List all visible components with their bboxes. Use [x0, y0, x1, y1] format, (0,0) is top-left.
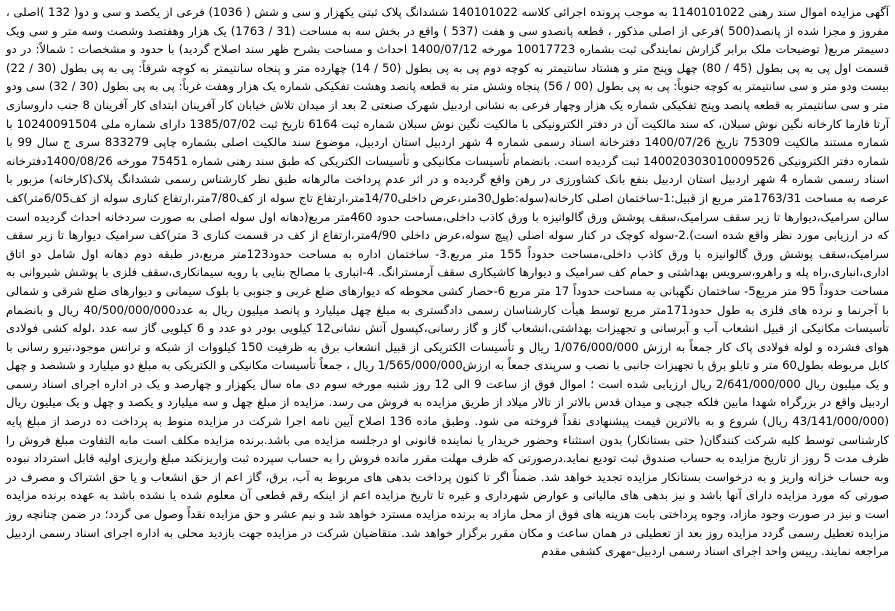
- auction-notice-text: آگهی مزایده اموال سند رهنی 1140101022 به موجب پرونده اجرائی کلاسه 140101022 ششدانگ پلاک ثبتی یکهزار و سی و شش ( 1036) فرعی از یکصد و سی و دو( 132 )اصلی ، مفروز و مجزا شده از پانصد(500 )فرعی از اصلی مذکور ، قطعه پانصدو سی و هفت (537 ) واقع در بخش سه به مساحت (31 / 1763) یک هزار وهفتصد وشصت وسه متر و سی ویک دسیمتر مربع( توضیحات ملک برابر گزارش نمایندگی ثبت بشماره 10017723 مورخه 1400/07/12 احداث و مساحت بشرح ظهر سند اصلاح گردید) با حدود و مشخصات : شمالاً: در دو قسمت اول پی به پی بطول (45 / 80) چهل وپنج متر و هشتاد سانتیمتر به کوچه دوم پی به پی بطول (50 / 14) چهارده متر و پنجاه سانتیمتر به کوچه شرقاً: پی به پی بطول (30 / 22) بیست ودو متر و سی سانتیمتر به کوچه جنوباً: پی به پی بطول (00 / 56) پنجاه وشش متر به قطعه پانصد وهشت تفکیکی شماره یک هزار وهفت غرباً: پی به پی بطول (30 / 32) سی ودو متر و سی سانتیمتر به قطعه پانصد وپنج تفکیکی شماره یک هزار وچهار فرعی به نشانی اردبیل شهرک صنعتی 2 بعد از میدان تلاش خیابان کار آفرینان ابتدای کار آفرینان 8 جنب داروسازی آرتا فارما کارخانه نگین نوش سبلان، که سند مالکیت آن در دفتر الکترونیکی با مالکیت نگین نوش سبلان شماره ثبت 6164 تاریخ ثبت 1385/07/02 دارای شماره ملی 10240091504 با شماره مستند مالکیت 75309 تاریخ 1400/07/26 دفترخانه اسناد رسمی شماره 4 شهر اردبیل استان اردبیل، موضوع سند مالکیت اصلی بشماره چاپی 833279 سری ج سال 99 با شماره دفتر الکترونیکی 140020303010009526 ثبت گردیده است. بانضمام تأسیسات مکانیکی و تأسیسات الکتریکی که طبق سند رهنی شماره 75451 مورخه 1400/08/26دفترخانه اسناد رسمی شماره 4 شهر اردبیل استان اردبیل بنفع بانک کشاورزی در رهن واقع گردیده و در اثر عدم پرداخت مالرهانه طبق نظر کارشناس رسمی ششدانگ پلاک(کارخانه) مزبور با عرصه به مساحت 1763/31متر مربع از قبیل:1-ساختمان اصلی کارخانه(سوله:طول30متر،عرض داخلی14/70متر،ارتفاع تاج سوله از کف7/80متر،ارتفاع کناری سوله از کف6/05متر)کف سالن سرامیک،دیوارها تا زیر سقف سرامیک،سقف پوشش ورق گالوانیزه با ورق کاذب داخلی،مساحت حدود 460متر مربع(دهانه اول سوله اصلی به صورت سردخانه احداث گردیده است که در ارزیابی مورد نظر واقع شده است).2-سوله کوچک در کنار سوله اصلی (پیچ سوله،عرض داخلی 4/90متر،ارتفاع از کف در قسمت کناری 3 متر)کف سرامیک دیوارها تا زیر سقف سرامیک،سقف پوشش ورق گالوانیزه با ورق کاذب داخلی،مساحت حدوداً 155 متر مربع.3- ساختمان اداره به مساحت حدود123متر مربع،در طبقه دوم دهانه اول شامل دو اتاق اداری،انباری،راه پله و راهرو،سرویس بهداشتی و حمام کف سرامیک و دیوارها کاشیکاری سقف آرمسترانگ. 4-انباری با مصالح بنایی با رویه سیمانکاری،سقف فلزی با پوشش شیروانی به مساحت حدوداً 95 متر مربع5- ساختمان نگهبانی به مساحت حدوداً 17 متر مربع 6-حصار کشی محوطه که دیوارهای ضلع غربی و جنوبی با بلوک سیمانی و دیوارهای ضلع شرقی و شمالی با آجرنما و نرده های فلزی به طول حدود171متر مربع توسط هیأت کارشناسان رسمی دادگستری به مبلغ چهل میلیارد و پانصد میلیون ریال به عدد40/500/000/000 ریال و بانضمام تأسیسات مکانیکی از قبیل انشعاب آب و آبرسانی و تجهیزات بهداشتی،انشعاب گاز و گاز رسانی،کپسول آتش نشانی12 کیلویی بودر دو عدد و 6 کیلویی گاز سه عدد ،لوله کشی فولادی هوای فشرده و لوله فولادی پاک کار جمعاً به ارزش 1/076/000/000 ریال و تأسیسات الکتریکی از قبیل انشعاب برق به ظرفیت 150 کیلووات از شبکه و ترانس موجود،نیرو رسانی با کابل مربوطه بطول60 متر و تابلو برق با تجهیزات جانبی با نصب و سرپندی جمعاً به ارزش1/565/000/000 ریال ، جمعاً تأسیسات مکانیکی و الکتریکی به مبلغ دو میلیارد و ششصد و چهل و یک میلیون ریال 2/641/000/000 ریال ارزیابی شده است ؛ اموال فوق از ساعت 9 الی 12 روز شنبه مورخه سوم دی ماه سال یکهزار و چهارصد و یک در اداره اجرای اسناد رسمی اردبیل واقع در بزرگراه شهدا مابین فلکه جبچی و میدان قدس بالاتر از تالار میلاد از طریق مزایده به فروش می رسد. مزایده از مبلغ چهل و سه میلیارد و یکصد و چهل و یک میلیون ریال (43/141/000/000 ریال) شروع و به بالاترین قیمت پیشنهادی نقداً فروخته می شود. وطبق ماده 136 اصلاح آیین نامه اجرا شرکت در مزایده منوط به پرداخت ده درصد از مبلغ پایه کارشناسی توسط کلیه شرکت کنندگان( حتی بستانکار) بدون استثناء وحضور خریدار یا نماینده قانونی او درجلسه مزایده می باشد.برنده مزایده مکلف است مابه التفاوت مبلغ فروش را ظرف مدت 5 روز از تاریخ مزایده به حساب صندوق ثبت تودیع نماید.درصورتی که ظرف مهلت مقرر مانده فروش را به حساب سپرده ثبت واریزنکند مبلغ واریزی اولیه قابل استرداد نبوده وبه حساب خزانه واریز و به درخواست بستانکار مزایده تجدید خواهد شد. ضمناً اگر تا کنون پرداخت بدهی های مربوط به آب، برق، گاز اعم از حق انشعاب و یا حق اشتراک و مصرف در صورتی که مورد مزایده دارای آنها باشد و نیز بدهی های مالیاتی و عوارض شهرداری و غیره تا تاریخ مزایده اعم از اینکه رقم قطعی آن معلوم شده یا نشده باشد به عهده برنده مزایده است و نیز در صورت وجود مازاد، وجوه پرداختی بابت هزینه های فوق از محل مازاد به برنده مزایده مسترد خواهد شد و نیم عشر و حق مزایده نقداً وصول می گردد؛ در ضمن چنانچه روز مزایده تعطیل رسمی گردد مزایده روز بعد از تعطیلی در همان ساعت و مکان مقرر برگزار خواهد شد. متقاضیان شرکت در مزایده جهت بازدید محلی به اداره اجرای اسناد رسمی اردبیل مراجعه نمایند. رییس واحد اجرای اسناد رسمی اردبیل-مهری کشفی مقدم: [6, 5, 890, 559]
